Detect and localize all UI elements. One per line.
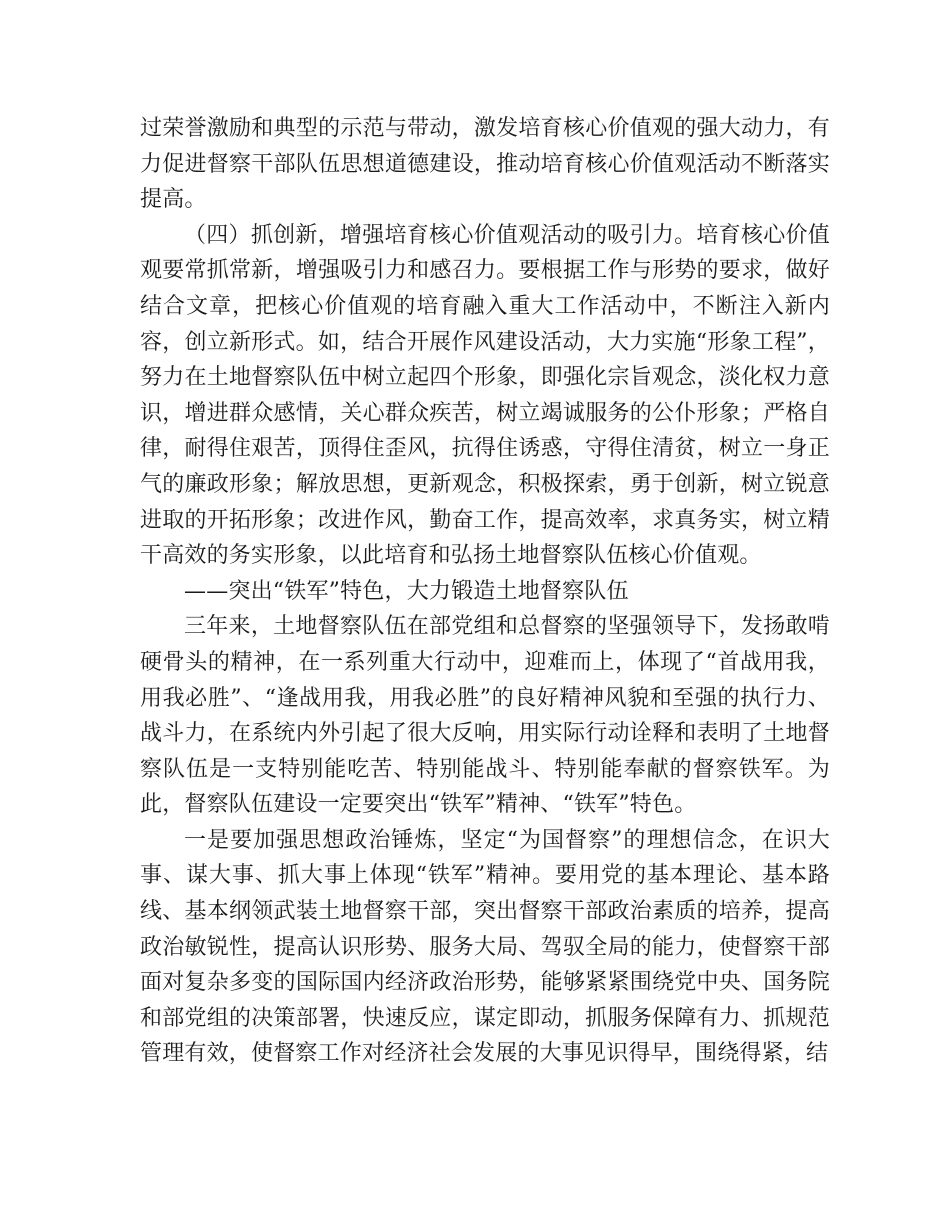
document-body [140, 111, 830, 1072]
paragraph-three-years: 三年来，土地督察队伍在部党组和总督察的坚强领导下，发扬敢啃硬骨头的精神，在一系列重大行动中，迎难而上，体现了“首战用我，用我必胜”、“逢战用我，用我必胜”的良好精神风貌和至强的执行力、战斗力，在系统内外引起了很大反响，用实际行动诠释和表明了土地督察队伍是一支特别能吃苦、特别能战斗、特别能奉献的督察铁军。为此，督察队伍建设一定要突出“铁军”精神、“铁军”特色。 [140, 614, 830, 818]
paragraph-innovation: （四）抓创新，增强培育核心价值观活动的吸引力。培育核心价值观要常抓常新，增强吸引力和感召力。要根据工作与形势的要求，做好结合文章，把核心价值观的培育融入重大工作活动中，不断注入新内容，创立新形式。如，结合开展作风建设活动，大力实施“形象工程”，努力在土地督察队伍中树立起四个形象，即强化宗旨观念，淡化权力意识，增进群众感情，关心群众疾苦，树立竭诚服务的公仆形象；严格自律，耐得住艰苦，顶得住歪风，抗得住诱惑，守得住清贫，树立一身正气的廉政形象；解放思想，更新观念，积极探索，勇于创新，树立锐意进取的开拓形象；改进作风，勤奋工作，提高效率，求真务实，树立精干高效的务实形象，以此培育和弘扬土地督察队伍核心价值观。 [140, 222, 830, 569]
section-heading-iron-army: ——突出“铁军”特色，大力锻造土地督察队伍 [184, 578, 629, 604]
paragraph-continuation: 过荣誉激励和典型的示范与带动，激发培育核心价值观的强大动力，有力促进督察干部队伍思想道德建设，推动培育核心价值观活动不断落实提高。 [140, 116, 830, 213]
paragraph-political-training: 一是要加强思想政治锤炼，坚定“为国督察”的理想信念，在识大事、谋大事、抓大事上体现“铁军”精神。要用党的基本理论、基本路线、基本纲领武装土地督察干部，突出督察干部政治素质的培养，提高政治敏锐性，提高认识形势、服务大局、驾驭全局的能力，使督察干部面对复杂多变的国际国内经济政治形势，能够紧紧围绕党中央、国务院和部党组的决策部署，快速反应，谋定即动，抓服务保障有力、抓规范管理有效，使督察工作对经济社会发展的大事见识得早，围绕得紧，结 [140, 827, 830, 1067]
